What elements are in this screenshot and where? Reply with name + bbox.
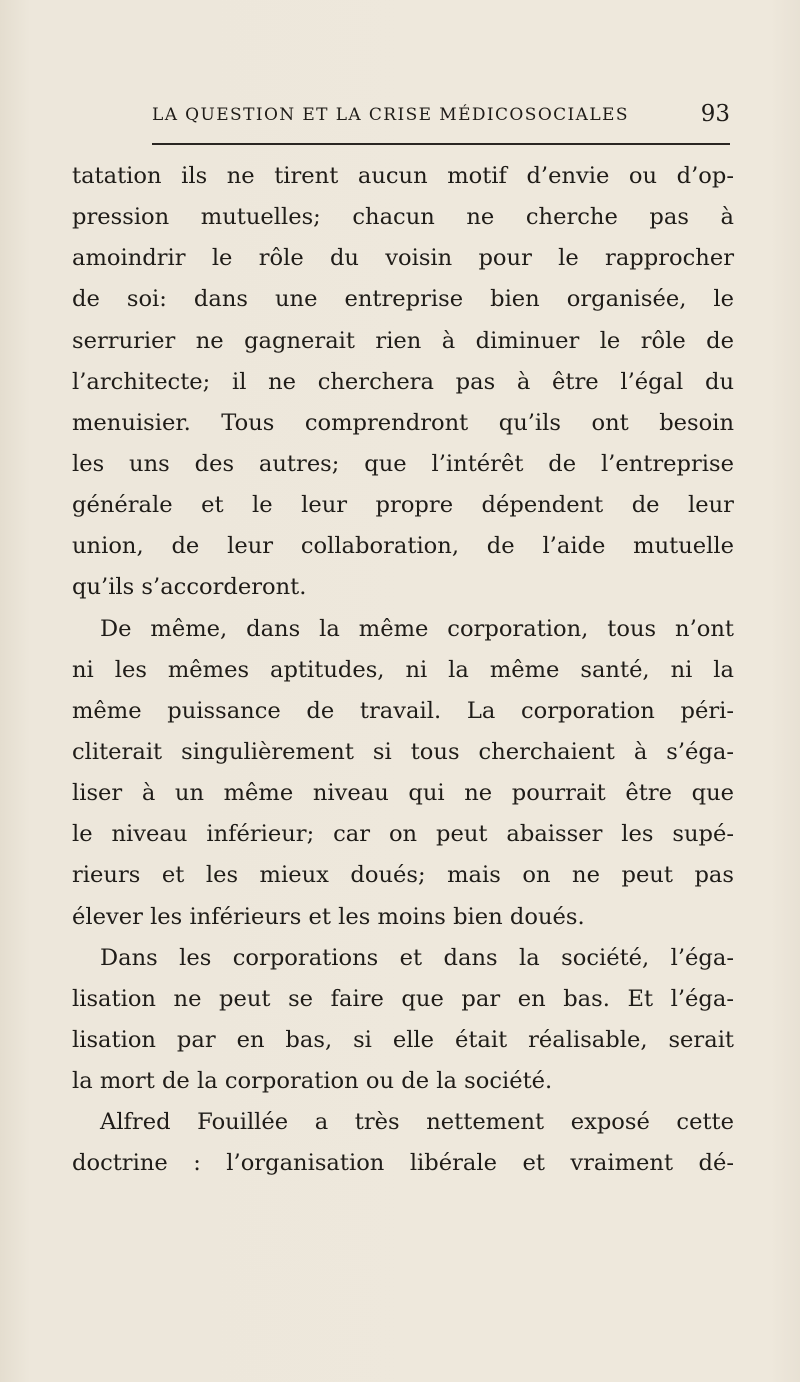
body-text bbox=[72, 156, 734, 1185]
page-header bbox=[152, 101, 730, 133]
text-line: union, de leur collaboration, de l’aide mutuelle bbox=[72, 533, 734, 560]
text-line: même puissance de travail. La corporation péri- bbox=[72, 697, 734, 724]
text-line: lisation ne peut se faire que par en bas. Et l’éga- bbox=[72, 985, 734, 1012]
paragraph-start-line: Dans les corporations et dans la société, l’éga- bbox=[100, 944, 734, 971]
text-line: cliterait singulièrement si tous cherchaient à s’éga- bbox=[72, 738, 734, 765]
paragraph-start-line: De même, dans la même corporation, tous n’ont bbox=[100, 615, 734, 642]
text-line: serrurier ne gagnerait rien à diminuer le rôle de bbox=[72, 327, 734, 354]
text-line: rieurs et les mieux doués; mais on ne peut pas bbox=[72, 862, 734, 889]
text-line: pression mutuelles; chacun ne cherche pas à bbox=[72, 204, 734, 231]
text-line: générale et le leur propre dépendent de leur bbox=[72, 492, 734, 519]
paragraph-end-line: élever les inférieurs et les moins bien doués. bbox=[72, 903, 585, 930]
text-line: tatation ils ne tirent aucun motif d’envie ou d’op- bbox=[72, 163, 734, 189]
text-line: menuisier. Tous comprendront qu’ils ont besoin bbox=[72, 409, 734, 436]
text-line: amoindrir le rôle du voisin pour le rapprocher bbox=[72, 245, 734, 272]
paragraph-start-line: Alfred Fouillée a très nettement exposé cette bbox=[100, 1109, 734, 1136]
text-line: l’architecte; il ne cherchera pas à être l’égal du bbox=[72, 368, 734, 395]
text-line: les uns des autres; que l’intérêt de l’entreprise bbox=[72, 450, 734, 477]
text-line: ni les mêmes aptitudes, ni la même santé, ni la bbox=[72, 656, 734, 683]
text-line: le niveau inférieur; car on peut abaisser les supé- bbox=[72, 821, 734, 848]
text-line: doctrine : l’organisation libérale et vraiment dé- bbox=[72, 1150, 734, 1177]
text-line: de soi: dans une entreprise bien organisée, le bbox=[72, 286, 734, 313]
paragraph-end-line: la mort de la corporation ou de la société. bbox=[72, 1068, 553, 1095]
page-number: 93 bbox=[700, 101, 730, 127]
header-rule bbox=[152, 143, 730, 145]
text-line: liser à un même niveau qui ne pourrait être que bbox=[72, 780, 734, 807]
running-head: LA QUESTION ET LA CRISE MÉDICOSOCIALES bbox=[152, 105, 629, 125]
text-line: lisation par en bas, si elle était réalisable, serait bbox=[72, 1026, 734, 1053]
paragraph-end-line: qu’ils s’accorderont. bbox=[72, 574, 307, 601]
